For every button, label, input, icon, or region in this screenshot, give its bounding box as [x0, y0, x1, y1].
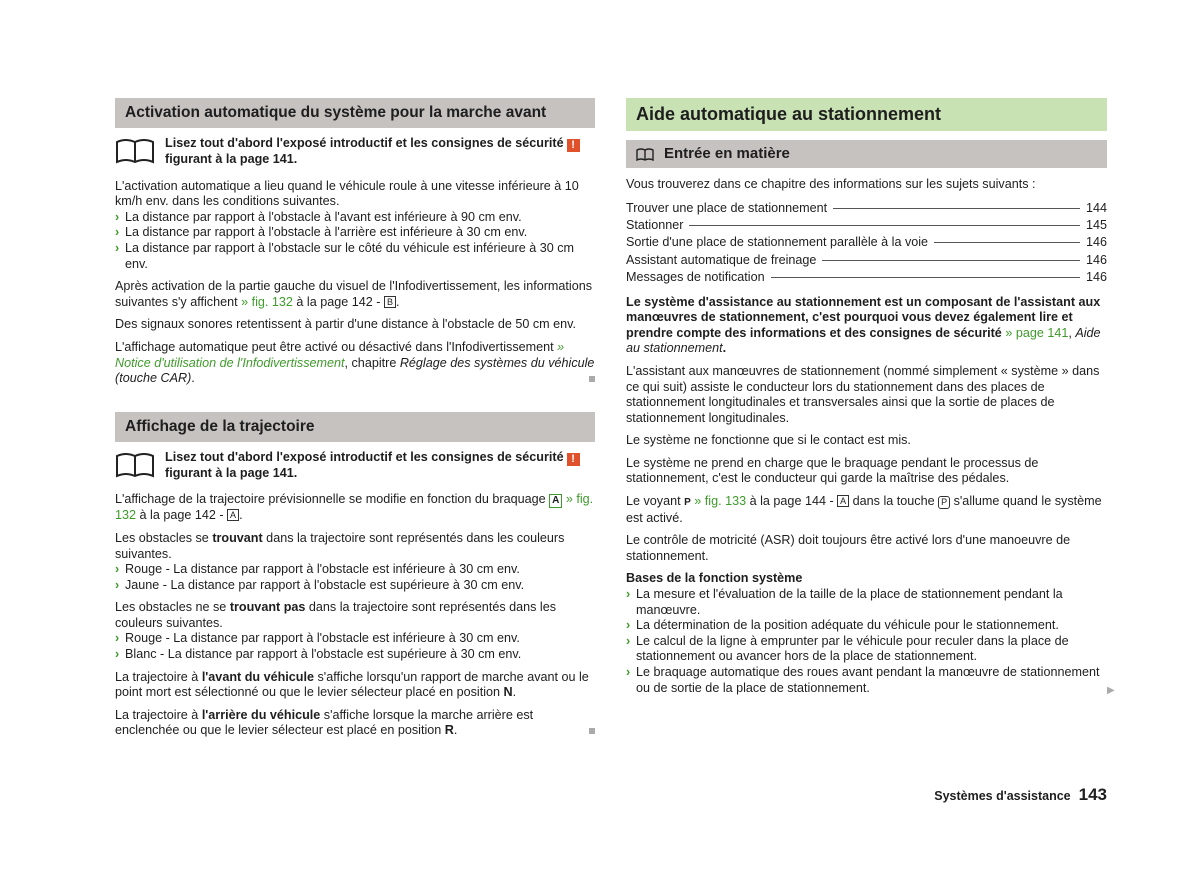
- list-item: › Rouge - La distance par rapport à l'obstacle est inférieure à 30 cm env.: [115, 562, 520, 577]
- paragraph: Des signaux sonores retentissent à partir d'une distance à l'obstacle de 50 cm env.: [115, 317, 577, 332]
- paragraph: La trajectoire à l'avant du véhicule s'affiche lorsqu'un rapport de marche avant ou le point mort est sélectionné ou que le levier sélecteur placé en position N.: [115, 669, 589, 700]
- bullet-list: [626, 587, 1107, 696]
- footer-section: Systèmes d'assistance: [934, 789, 1071, 803]
- paragraph: L'assistant aux manœuvres de stationnement (nommé simplement « système » dans ce qui suit) assiste le conducteur lors du stationnement dans des places de stationnement longitudinales et transversales ainsi que la sortie de places de stationnement longitudinales.: [626, 363, 1100, 425]
- book-icon: [115, 138, 155, 164]
- list-item: › Le calcul de la ligne à emprunter par le véhicule pour reculer dans la place de stationnement ou avancer hors de la place de stationnement.: [626, 633, 1069, 664]
- list-item: › La mesure et l'évaluation de la taille de la place de stationnement pendant la manœuvre.: [626, 587, 1063, 617]
- chapter-title: Aide automatique au stationnement: [626, 98, 1107, 131]
- paragraph: Le voyant P » fig. 133 à la page 144 - A dans la touche P s'allume quand le système est activé.: [626, 494, 1102, 525]
- right-column: [626, 98, 1107, 696]
- manual-link[interactable]: » Notice d'utilisation de l'Infodivertissement: [115, 339, 565, 370]
- left-column: [115, 98, 595, 739]
- table-of-contents: [626, 201, 1107, 288]
- toc-item[interactable]: Sortie d'une place de stationnement parallèle à la voie 146: [626, 235, 1107, 250]
- toc-item[interactable]: Stationner 145: [626, 217, 1107, 232]
- fig-link[interactable]: » fig. 133: [690, 494, 747, 509]
- paragraph: Les obstacles se trouvant dans la trajectoire sont représentés dans les couleurs suivantes.: [115, 530, 565, 561]
- paragraph: Le contrôle de motricité (ASR) doit toujours être activé lors d'une manoeuvre de stationnement.: [626, 533, 1071, 563]
- paragraph: Le système ne fonctionne que si le contact est mis.: [626, 433, 911, 448]
- intro-text: Vous trouverez dans ce chapitre des informations sur les sujets suivants :: [626, 177, 1036, 191]
- subsection-title: Entrée en matière: [664, 145, 790, 162]
- list-item: › La distance par rapport à l'obstacle sur le côté du véhicule est inférieure à 30 cm env.: [115, 240, 575, 271]
- toc-item[interactable]: Trouver une place de stationnement 144: [626, 200, 1107, 215]
- list-item: › Jaune - La distance par rapport à l'obstacle est supérieure à 30 cm env.: [115, 577, 525, 592]
- bullet-list: [115, 562, 595, 593]
- parking-indicator-icon: P: [684, 497, 691, 509]
- toc-item[interactable]: Assistant automatique de freinage 146: [626, 252, 1107, 267]
- note-text-2: figurant à la page 141.: [165, 152, 298, 166]
- book-icon: [636, 148, 654, 161]
- list-item: › Blanc - La distance par rapport à l'obstacle est supérieure à 30 cm env.: [115, 647, 522, 662]
- ref-box: A: [549, 494, 562, 508]
- warning-icon: !: [567, 139, 580, 152]
- paragraph: Après activation de la partie gauche du visuel de l'Infodivertissement, les informations suivantes s'y affichent » fig. 132 à la page 142 - B .: [115, 279, 593, 309]
- page-footer: [900, 787, 1107, 805]
- ref-box: B: [384, 296, 396, 308]
- end-marker: [589, 728, 595, 734]
- paragraph: L'affichage de la trajectoire prévisionnelle se modifie en fonction du braquage A » fig. 132 à la page 142 - A .: [115, 492, 594, 523]
- continue-arrow-icon: ▶: [1107, 685, 1115, 696]
- bases-title: Bases de la fonction système: [626, 571, 803, 586]
- safety-note: [115, 136, 595, 168]
- fig-link[interactable]: » fig. 132: [115, 492, 594, 523]
- list-item: › La distance par rapport à l'obstacle à l'arrière est inférieure à 30 cm env.: [115, 225, 528, 240]
- bullet-list: [115, 210, 595, 272]
- paragraph: L'activation automatique a lieu quand le véhicule roule à une vitesse inférieure à 10 km/h env. dans les conditions suivantes.: [115, 178, 579, 209]
- bullet-list: [115, 631, 595, 662]
- fig-link[interactable]: » fig. 132: [241, 294, 293, 309]
- page-number: 143: [1078, 785, 1107, 804]
- paragraph: L'affichage automatique peut être activé ou désactivé dans l'Infodivertissement » Notice d'utilisation de l'Infodivertissement, chapitre Réglage des systèmes du véhicule (touche CAR).: [115, 339, 595, 386]
- list-item: › Rouge - La distance par rapport à l'obstacle est inférieure à 30 cm env.: [115, 631, 520, 646]
- list-item: › La détermination de la position adéquate du véhicule pour le stationnement.: [626, 618, 1059, 633]
- section-title-trajectoire: Affichage de la trajectoire: [115, 412, 595, 442]
- paragraph: La trajectoire à l'arrière du véhicule s'affiche lorsque la marche arrière est enclenchée ou que le levier sélecteur est placé en position R.: [115, 708, 595, 739]
- end-marker: [589, 376, 595, 382]
- book-icon: [115, 452, 155, 478]
- page-link[interactable]: » page 141: [1005, 325, 1069, 340]
- parking-button-icon: P: [938, 496, 950, 509]
- ref-box: A: [227, 509, 239, 521]
- section-title-activation: Activation automatique du système pour la marche avant: [115, 98, 595, 128]
- warning-icon: !: [567, 453, 580, 466]
- paragraph: Les obstacles ne se trouvant pas dans la trajectoire sont représentés dans les couleurs suivantes.: [115, 600, 557, 630]
- list-item: › Le braquage automatique des roues avant pendant la manœuvre de stationnement ou de sortie de la place de stationnement.: [626, 665, 1100, 695]
- note-text: Lisez tout d'abord l'exposé introductif et les consignes de sécurité: [165, 136, 564, 150]
- paragraph: Le système ne prend en charge que le braquage pendant le processus de stationnement, c'est le conducteur qui garde la maîtrise des pédales.: [626, 455, 1039, 486]
- list-item: › La distance par rapport à l'obstacle à l'avant est inférieure à 90 cm env.: [115, 209, 522, 224]
- safety-note: [115, 450, 595, 482]
- toc-item[interactable]: Messages de notification 146: [626, 270, 1107, 285]
- subsection-header: [626, 140, 1107, 168]
- bold-paragraph: Le système d'assistance au stationnement est un composant de l'assistant aux manœuvres de stationnement, c'est pourquoi vous devez également lire et prendre compte des informations et des consignes de sécurité » page 141, Aide au stationnement.: [626, 294, 1101, 356]
- ref-box: A: [837, 495, 849, 507]
- note-text-2: figurant à la page 141.: [165, 465, 298, 480]
- note-text: Lisez tout d'abord l'exposé introductif et les consignes de sécurité: [165, 449, 564, 464]
